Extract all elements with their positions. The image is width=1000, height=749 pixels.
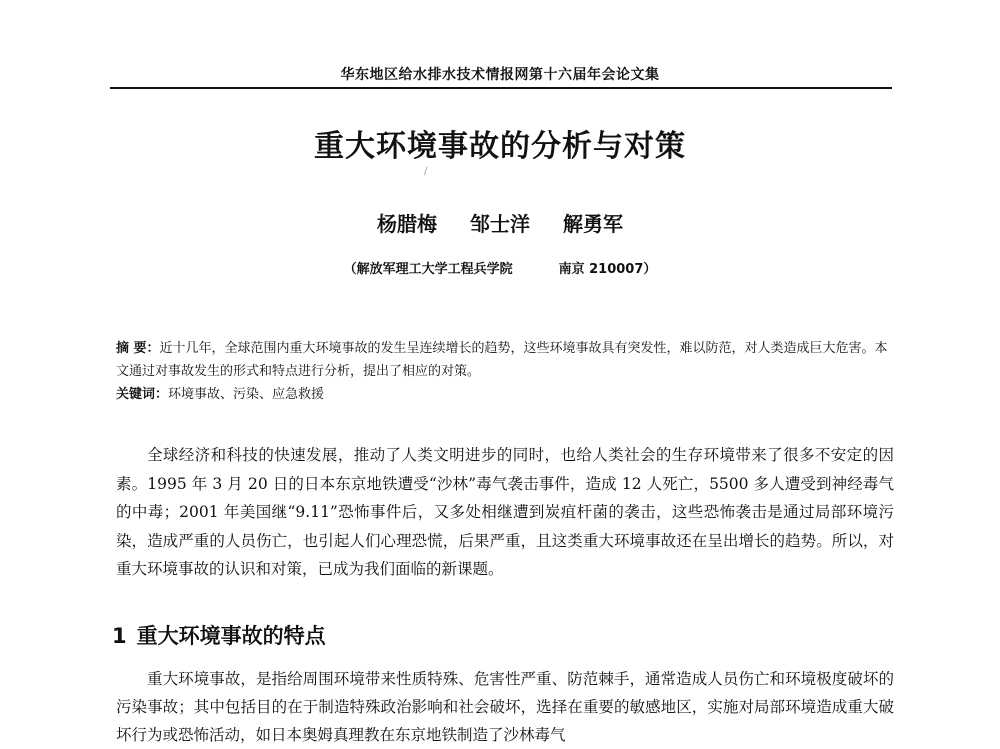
keywords [116, 383, 894, 406]
section-title: 重大环境事故的特点 [136, 624, 326, 648]
author-name: 解勇军 [562, 212, 623, 236]
section-heading [112, 620, 326, 650]
scan-artifact: / [424, 166, 428, 177]
affiliation-institution: （解放军理工大学工程兵学院 [343, 262, 513, 277]
intro-section [116, 441, 894, 584]
paper-title: 重大环境事故的分析与对策 [314, 129, 686, 164]
intro-paragraph: 全球经济和科技的快速发展，推动了人类文明进步的同时，也给人类社会的生存环境带来了很多不安定的因素。1995 年 3 月 20 日的日本东京地铁遭受“沙林”毒气袭击事件，造成 12 人死亡，5500 多人遭受到神经毒气的中毒；2001 年美国继“9.11”恐怖事件后，又多处相继遭到炭疽杆菌的袭击，这些恐怖袭击是通过局部环境污染，造成严重的人员伤亡，也引起人们心理恐慌，后果严重，且这类重大环境事故还在呈出增长的趋势。所以，对重大环境事故的认识和对策，已成为我们面临的新课题。 [116, 446, 894, 578]
running-header: 华东地区给水排水技术情报网第十六届年会论文集 [340, 67, 660, 83]
keywords-label: 关键词： [116, 387, 169, 402]
author-name: 邹士洋 [470, 212, 530, 236]
author-list [0, 208, 1000, 237]
section-1-body [116, 665, 894, 749]
keywords-text: 环境事故、污染、应急救援 [168, 387, 325, 402]
affiliation [0, 258, 1000, 277]
header-rule [110, 87, 892, 89]
section-1-paragraph: 重大环境事故，是指给周围环境带来性质特殊、危害性严重、防范棘手，通常造成人员伤亡和环境极度破坏的污染事故；其中包括目的在于制造特殊政治影响和社会破坏，选择在重要的敏感地区，实施对局部环境造成重大破坏行为或恐怖活动，如日本奥姆真理教在东京地铁制造了沙林毒气 [116, 670, 894, 744]
abstract [116, 337, 894, 383]
abstract-text: 近十几年，全球范围内重大环境事故的发生呈连续增长的趋势，这些环境事故具有突发性，难以防范，对人类造成巨大危害。本文通过对事故发生的形式和特点进行分析，提出了相应的对策。 [116, 341, 888, 379]
section-number: 1 [112, 624, 127, 648]
abstract-block [116, 337, 894, 406]
abstract-label: 摘 要： [116, 341, 160, 356]
author-name: 杨腊梅 [377, 212, 438, 236]
affiliation-city: 南京 210007） [558, 262, 657, 277]
